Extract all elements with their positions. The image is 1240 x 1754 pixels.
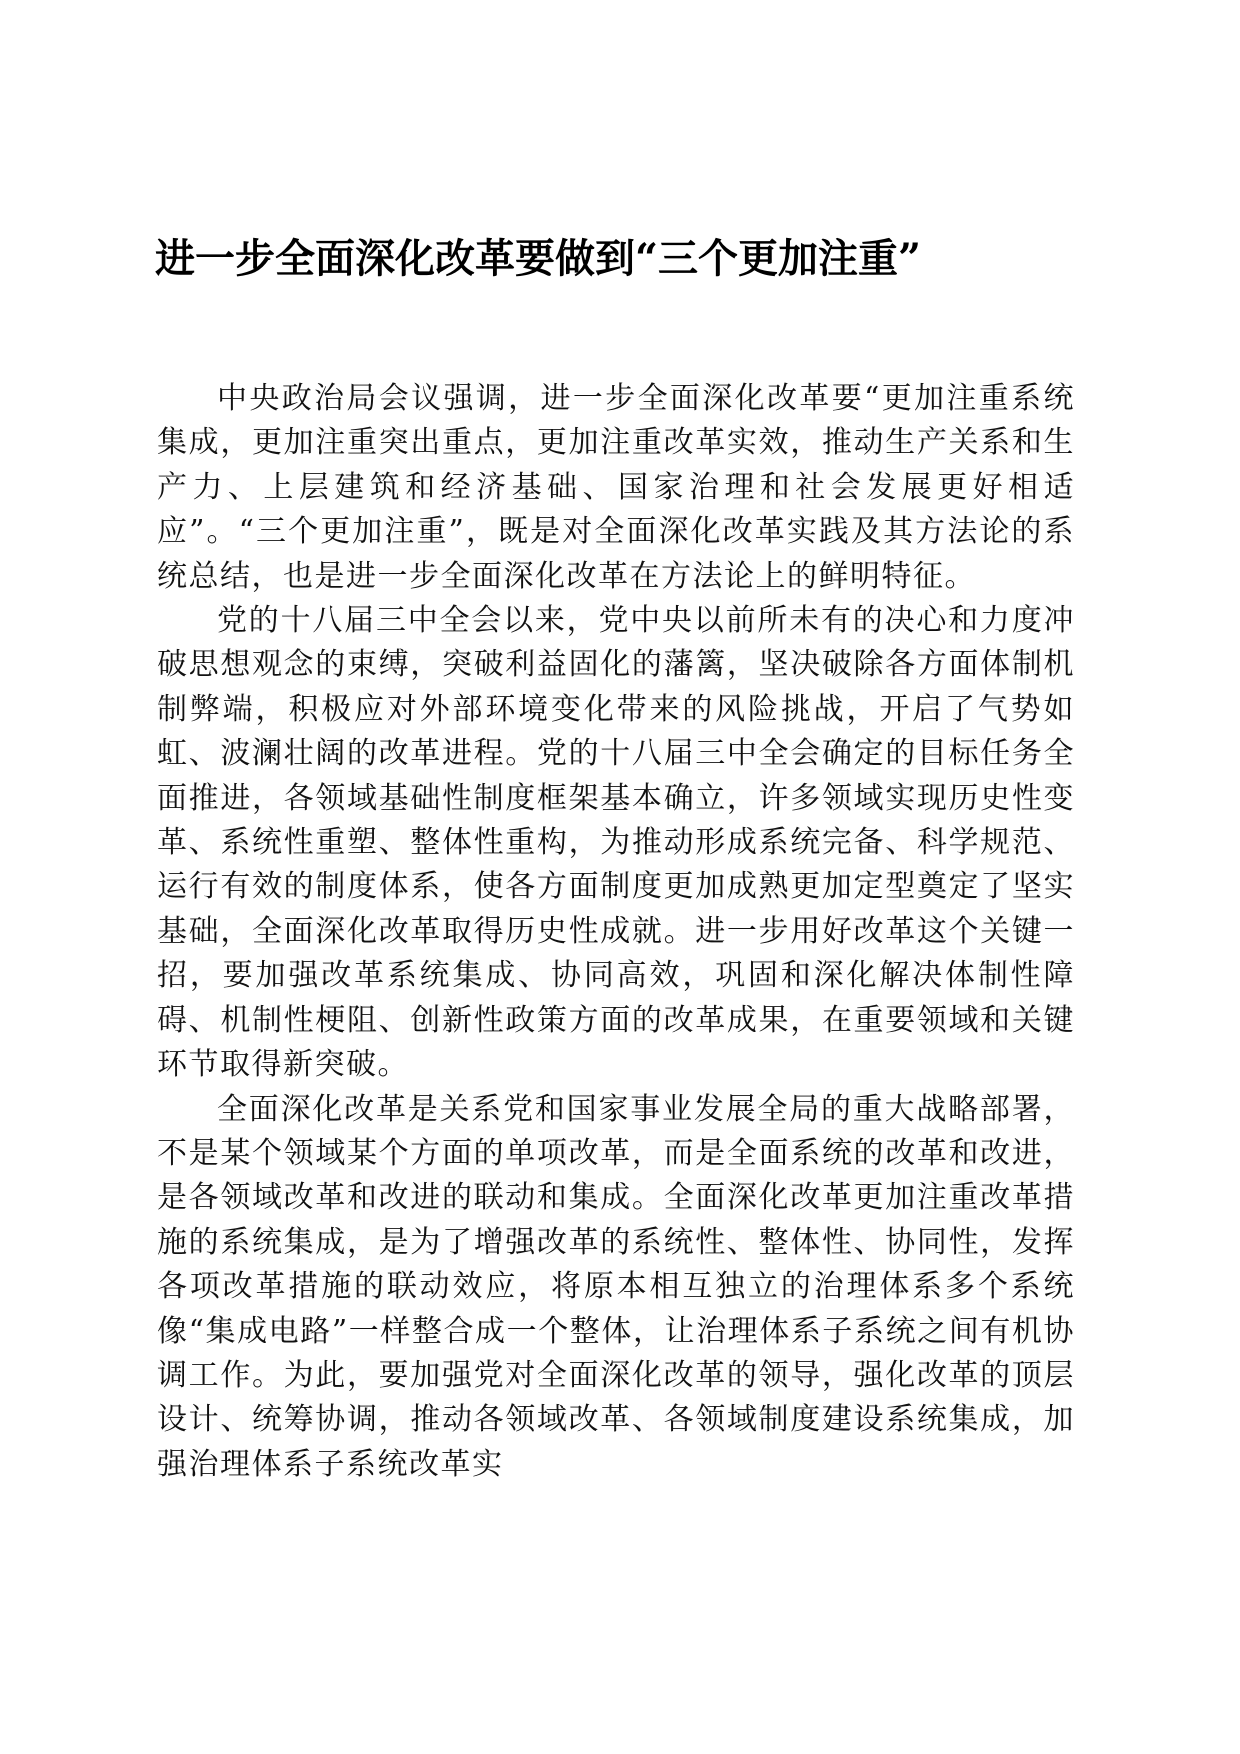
- document-title: 进一步全面深化改革要做到“三个更加注重”: [155, 235, 922, 282]
- paragraph: 中央政治局会议强调，进一步全面深化改革要“更加注重系统集成，更加注重突出重点，更加注重改革实效，推动生产关系和生产力、上层建筑和经济基础、国家治理和社会发展更好相适应”。“三个更加注重”，既是对全面深化改革实践及其方法论的系统总结，也是进一步全面深化改革在方法论上的鲜明特征。: [157, 381, 1075, 594]
- paragraph: 党的十八届三中全会以来，党中央以前所未有的决心和力度冲破思想观念的束缚，突破利益固化的藩篱，坚决破除各方面体制机制弊端，积极应对外部环境变化带来的风险挑战，开启了气势如虹、波澜壮阔的改革进程。党的十八届三中全会确定的目标任务全面推进，各领域基础性制度框架基本确立，许多领域实现历史性变革、系统性重塑、整体性重构，为推动形成系统完备、科学规范、运行有效的制度体系，使各方面制度更加成熟更加定型奠定了坚实基础，全面深化改革取得历史性成就。进一步用好改革这个关键一招，要加强改革系统集成、协同高效，巩固和深化解决体制性障碍、机制性梗阻、创新性政策方面的改革成果，在重要领域和关键环节取得新突破。: [157, 603, 1075, 1083]
- document-body: [157, 377, 1075, 1487]
- paragraph: 全面深化改革是关系党和国家事业发展全局的重大战略部署，不是某个领域某个方面的单项改革，而是全面系统的改革和改进，是各领域改革和改进的联动和集成。全面深化改革更加注重改革措施的系统集成，是为了增强改革的系统性、整体性、协同性，发挥各项改革措施的联动效应，将原本相互独立的治理体系多个系统像“集成电路”一样整合成一个整体，让治理体系子系统之间有机协调工作。为此，要加强党对全面深化改革的领导，强化改革的顶层设计、统筹协调，推动各领域改革、各领域制度建设系统集成，加强治理体系子系统改革实: [157, 1091, 1075, 1482]
